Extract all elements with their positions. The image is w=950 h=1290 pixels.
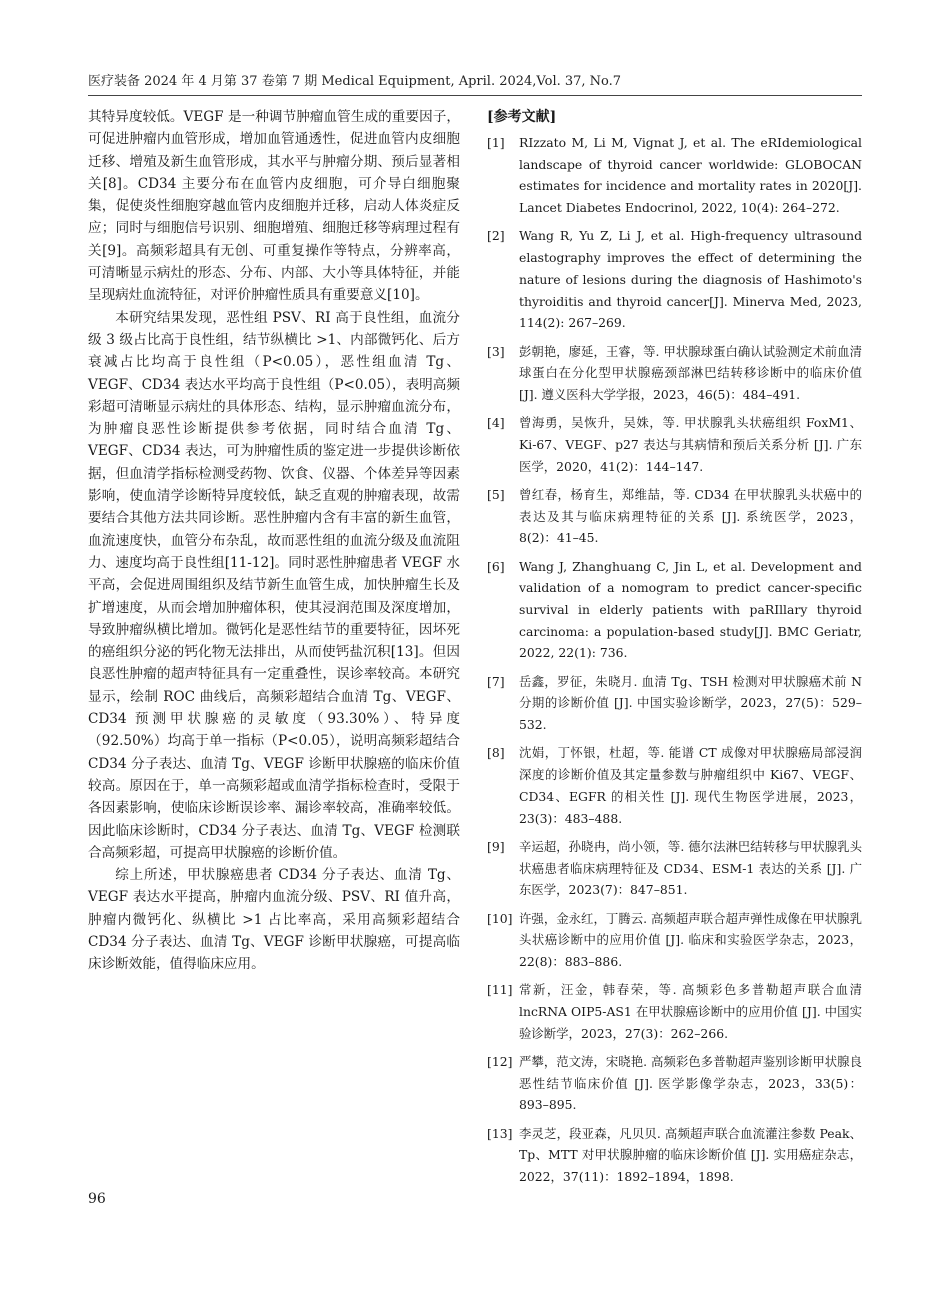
references-section bbox=[487, 106, 862, 1194]
reference-number: [4] bbox=[487, 415, 505, 431]
reference-item bbox=[487, 908, 862, 973]
reference-text: 许强，金永红，丁腾云. 高频超声联合超声弹性成像在甲状腺乳头状癌诊断中的应用价值 [J]. 临床和实验医学杂志，2023，22(8)：883–886. bbox=[519, 910, 862, 969]
running-header: 医疗装备 2024 年 4 月第 37 卷第 7 期 Medical Equipment, April. 2024,Vol. 37, No.7 bbox=[88, 74, 622, 89]
reference-text: RIzzato M, Li M, Vignat J, et al. The eRIdemiological landscape of thyroid cancer worldwide: GLOBOCAN estimates for incidence and mortality rates in 2020[J]. Lancet Diabetes Endocrinol, 2022, 10(4): 264–272. bbox=[519, 135, 862, 216]
reference-number: [1] bbox=[487, 135, 505, 150]
reference-text: 辛运超，孙晓冉，尚小领，等. 德尔法淋巴结转移与甲状腺乳头状癌患者临床病理特征及 CD34、ESM-1 表达的关系 [J]. 广东医学，2023(7)：847–851. bbox=[519, 838, 862, 898]
reference-item bbox=[487, 1123, 862, 1188]
reference-text: 李灵芝，段亚森，凡贝贝. 高频超声联合血流灌注参数 Peak、Tp、MTT 对甲状腺肿瘤的临床诊断价值 [J]. 实用癌症杂志，2022，37(11)：1892–1894，1898. bbox=[519, 1125, 862, 1185]
reference-text: 曾红春，杨育生，郑维喆，等. CD34 在甲状腺乳头状癌中的表达及其与临床病理特征的关系 [J]. 系统医学，2023，8(2)：41–45. bbox=[519, 486, 862, 546]
reference-item bbox=[487, 132, 862, 219]
reference-number: [12] bbox=[487, 1053, 513, 1069]
reference-text: 岳鑫，罗征，朱晓月. 血清 Tg、TSH 检测对甲状腺癌术前 N 分期的诊断价值 [J]. 中国实验诊断学，2023，27(5)：529–532. bbox=[519, 673, 862, 733]
header-divider bbox=[88, 95, 862, 96]
body-column bbox=[88, 106, 460, 976]
reference-number: [5] bbox=[487, 486, 505, 502]
reference-text: 沈娟，丁怀银，杜超，等. 能谱 CT 成像对甲状腺癌局部浸润深度的诊断价值及其定量参数与肿瘤组织中 Ki67、VEGF、CD34、EGFR 的相关性 [J]. 现代生物医学进展，2023，23(3)：483–488. bbox=[519, 745, 862, 826]
body-paragraph: 本研究结果发现，恶性组 PSV、RI 高于良性组，血流分级 3 级占比高于良性组，结节纵横比 >1、内部微钙化、后方衰减占比均高于良性组（P<0.05），恶性组血清 Tg、VEGF、CD34 表达水平均高于良性组（P<0.05），表明高频彩超可清晰显示病灶的具体形态、结构，显示肿瘤血流分布，为肿瘤良恶性诊断提供参考依据，同时结合血清 Tg、VEGF、CD34 表达，可为肿瘤性质的鉴定进一步提供诊断依据，但血清学指标检测受药物、饮食、仪器、个体差异等因素影响，使血清学诊断特异度较低，缺乏直观的肿瘤表现，故需要结合其他方法共同诊断。恶性肿瘤内含有丰富的新生血管，血流速度快，血管分布杂乱，故而恶性组的血流分级及血流阻力、速度均高于良性组[11-12]。同时恶性肿瘤患者 VEGF 水平高，会促进周围组织及结节新生血管生成，加快肿瘤生长及扩增速度，从而会增加肿瘤体积，使其浸润范围及深度增加，导致肿瘤纵横比增加。微钙化是恶性结节的重要特征，因坏死的癌组织分泌的钙化物无法排出，从而使钙盐沉积[13]。但因良恶性肿瘤的超声特征具有一定重叠性，误诊率较高。本研究显示，绘制 ROC 曲线后，高频彩超结合血清 Tg、VEGF、CD34 预测甲状腺癌的灵敏度（93.30%）、特异度（92.50%）均高于单一指标（P<0.05），说明高频彩超结合 CD34 分子表达、血清 Tg、VEGF 诊断甲状腺癌的临床价值较高。原因在于，单一高频彩超或血清学指标检查时，受限于各因素影响，使临床诊断误诊率、漏诊率较高，准确率较低。因此临床诊断时，CD34 分子表达、血清 Tg、VEGF 检测联合高频彩超，可提高甲状腺癌的诊断价值。 bbox=[88, 309, 460, 861]
reference-text: 常新，汪金，韩春荣，等. 高频彩色多普勒超声联合血清 lncRNA OIP5-AS1 在甲状腺癌诊断中的应用价值 [J]. 中国实验诊断学，2023，27(3)：262–266. bbox=[519, 982, 862, 1041]
reference-number: [2] bbox=[487, 228, 505, 244]
reference-number: [9] bbox=[487, 838, 505, 854]
reference-number: [3] bbox=[487, 343, 505, 359]
reference-text: 曾海勇，吴恢升，吴姝，等. 甲状腺乳头状癌组织 FoxM1、Ki-67、VEGF、p27 表达与其病情和预后关系分析 [J]. 广东医学，2020，41(2)：144–147. bbox=[519, 415, 862, 474]
reference-number: [8] bbox=[487, 745, 505, 761]
reference-text: Wang J, Zhanghuang C, Jin L, et al. Development and validation of a nomogram to predict cancer-specific survival in elderly patients with paRIllary thyroid carcinoma: a population-based study[J]. BMC Geriatr, 2022, 22(1): 736. bbox=[519, 558, 862, 661]
reference-item bbox=[487, 671, 862, 736]
reference-number: [6] bbox=[487, 558, 505, 574]
reference-item bbox=[487, 556, 862, 665]
references-title: [参考文献] bbox=[487, 109, 557, 125]
reference-item bbox=[487, 836, 862, 901]
reference-number: [10] bbox=[487, 910, 513, 926]
reference-number: [7] bbox=[487, 673, 505, 689]
page-number: 96 bbox=[88, 1191, 106, 1207]
reference-text: 严攀，范文涛，宋晓艳. 高频彩色多普勒超声鉴别诊断甲状腺良恶性结节临床价值 [J]. 医学影像学杂志，2023，33(5)：893–895. bbox=[519, 1053, 862, 1113]
reference-item bbox=[487, 412, 862, 477]
reference-item bbox=[487, 225, 862, 334]
body-paragraph: 其特异度较低。VEGF 是一种调节肿瘤血管生成的重要因子，可促进肿瘤内血管形成，增加血管通透性，促进血管内皮细胞迁移、增殖及新生血管形成，其水平与肿瘤分期、预后显著相关[8]。CD34 主要分布在血管内皮细胞，可介导白细胞聚集，促使炎性细胞穿越血管内皮细胞并迁移，启动人体炎症反应；同时与细胞信号识别、细胞增殖、细胞迁移等病理过程有关[9]。高频彩超具有无创、可重复操作等特点，分辨率高，可清晰显示病灶的形态、分布、内部、大小等具体特征，并能呈现病灶血流特征，对评价肿瘤性质具有重要意义[10]。 bbox=[88, 109, 460, 304]
reference-item bbox=[487, 484, 862, 549]
body-paragraph: 综上所述，甲状腺癌患者 CD34 分子表达、血清 Tg、VEGF 表达水平提高，肿瘤内血流分级、PSV、RI 值升高，肿瘤内微钙化、纵横比 >1 占比率高，采用高频彩超结合 CD34 分子表达、血清 Tg、VEGF 诊断甲状腺癌，可提高临床诊断效能，值得临床应用。 bbox=[88, 867, 460, 973]
reference-item bbox=[487, 979, 862, 1044]
reference-item bbox=[487, 742, 862, 829]
reference-number: [13] bbox=[487, 1125, 513, 1141]
reference-item bbox=[487, 341, 862, 406]
reference-text: 彭朝艳，廖延，王睿，等. 甲状腺球蛋白确认试验测定术前血清球蛋白在分化型甲状腺癌颈部淋巴结转移诊断中的临床价值 [J]. 遵义医科大学学报，2023，46(5)：484–491. bbox=[519, 343, 862, 402]
reference-item bbox=[487, 1051, 862, 1116]
reference-number: [11] bbox=[487, 982, 513, 998]
reference-text: Wang R, Yu Z, Li J, et al. High-frequency ultrasound elastography improves the effect of determining the nature of lesions during the diagnosis of Hashimoto's thyroiditis and thyroid cancer[J]. Minerva Med, 2023, 114(2): 267–269. bbox=[519, 228, 862, 331]
